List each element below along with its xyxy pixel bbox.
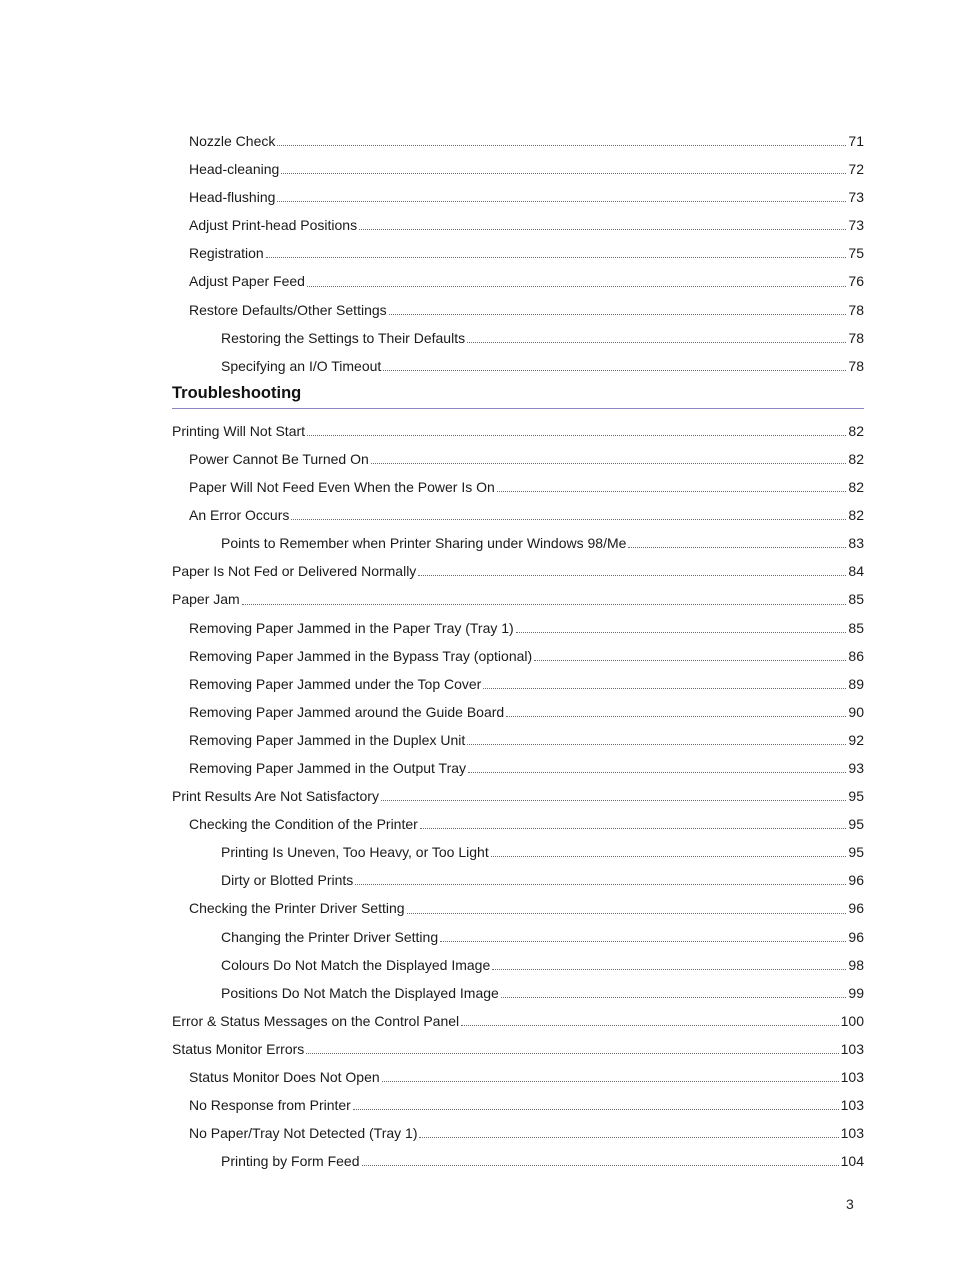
toc-dot-leader: [381, 800, 846, 801]
toc-entry-title: Printing Will Not Start: [172, 422, 306, 439]
toc-entry-title: Restoring the Settings to Their Defaults: [221, 329, 466, 346]
toc-entry[interactable]: [172, 445, 864, 473]
toc-entry-page: 103: [840, 1125, 864, 1142]
toc-entry-title: Error & Status Messages on the Control Panel: [172, 1012, 460, 1029]
toc-entry-page: 103: [840, 1097, 864, 1114]
toc-entry-page: 95: [848, 844, 864, 861]
toc-entry[interactable]: [172, 838, 864, 866]
toc-entry[interactable]: [172, 239, 864, 267]
toc-entry-page: 73: [848, 217, 864, 234]
toc-entry-page: 86: [848, 647, 864, 664]
toc-entry-title: Paper Jam: [172, 591, 240, 608]
toc-entry[interactable]: [172, 894, 864, 922]
toc-entry-title: Removing Paper Jammed under the Top Cover: [189, 675, 482, 692]
toc-dot-leader: [307, 286, 846, 287]
toc-entry-title: Removing Paper Jammed in the Duplex Unit: [189, 731, 466, 748]
toc-entry[interactable]: [172, 267, 864, 295]
section-heading: [172, 378, 864, 409]
toc-dot-leader: [467, 744, 846, 745]
toc-entry-page: 82: [848, 507, 864, 524]
section-heading-text: Troubleshooting: [172, 383, 302, 402]
toc-entry-page: 92: [848, 731, 864, 748]
toc-dot-leader: [291, 519, 846, 520]
toc-entry-title: Positions Do Not Match the Displayed Image: [221, 984, 499, 1001]
toc-entry-page: 95: [848, 788, 864, 805]
toc-entry-title: Head-cleaning: [189, 161, 280, 178]
toc-entry-page: 90: [848, 703, 864, 720]
toc-dot-leader: [266, 257, 847, 258]
toc-entry-title: Head-flushing: [189, 189, 276, 206]
toc-entry-page: 93: [848, 759, 864, 776]
toc-entry[interactable]: [172, 782, 864, 810]
toc-group-after: [172, 417, 864, 1176]
toc-entry[interactable]: [172, 1119, 864, 1147]
toc-entry[interactable]: [172, 1091, 864, 1119]
toc-entry-title: No Response from Printer: [189, 1097, 351, 1114]
toc-entry-title: Power Cannot Be Turned On: [189, 450, 369, 467]
toc-entry[interactable]: [172, 557, 864, 585]
toc-entry-title: Nozzle Check: [189, 133, 276, 149]
toc-dot-leader: [359, 229, 846, 230]
toc-dot-leader: [440, 941, 846, 942]
toc-dot-leader: [383, 370, 846, 371]
toc-entry[interactable]: [172, 296, 864, 324]
toc-entry[interactable]: [172, 473, 864, 501]
toc-entry-title: Changing the Printer Driver Setting: [221, 928, 439, 945]
page-number: 3: [846, 1196, 854, 1212]
toc-entry[interactable]: [172, 726, 864, 754]
toc-entry-page: 98: [848, 956, 864, 973]
toc-entry-title: Removing Paper Jammed in the Output Tray: [189, 759, 467, 776]
toc-dot-leader: [306, 1053, 838, 1054]
toc-entry-page: 99: [848, 984, 864, 1001]
toc-entry-page: 104: [840, 1153, 864, 1170]
toc-entry[interactable]: [172, 866, 864, 894]
toc-entry[interactable]: [172, 585, 864, 613]
toc-entry-title: Adjust Print-head Positions: [189, 217, 358, 234]
toc-dot-leader: [506, 716, 846, 717]
toc-entry-title: An Error Occurs: [189, 507, 290, 524]
toc-entry[interactable]: [172, 754, 864, 782]
toc-entry[interactable]: [172, 211, 864, 239]
toc-entry-page: 96: [848, 928, 864, 945]
toc-dot-leader: [353, 1109, 839, 1110]
toc-entry[interactable]: [172, 614, 864, 642]
toc-dot-leader: [420, 828, 847, 829]
toc-dot-leader: [242, 604, 847, 605]
toc-entry-page: 95: [848, 816, 864, 833]
toc-dot-leader: [277, 145, 846, 146]
toc-entry[interactable]: [172, 979, 864, 1007]
toc-entry[interactable]: [172, 670, 864, 698]
toc-dot-leader: [277, 201, 846, 202]
toc-dot-leader: [307, 435, 846, 436]
toc-entry-title: Paper Will Not Feed Even When the Power Is On: [189, 479, 495, 496]
toc-dot-leader: [534, 660, 846, 661]
table-of-contents: [172, 127, 864, 1175]
toc-entry-title: Restore Defaults/Other Settings: [189, 301, 387, 318]
toc-entry-title: Print Results Are Not Satisfactory: [172, 788, 379, 805]
toc-entry-title: Colours Do Not Match the Displayed Image: [221, 956, 491, 973]
toc-dot-leader: [491, 856, 847, 857]
toc-entry-title: Specifying an I/O Timeout: [221, 357, 382, 374]
toc-entry-title: No Paper/Tray Not Detected (Tray 1): [189, 1125, 418, 1142]
toc-entry-page: 82: [848, 479, 864, 496]
toc-entry-page: 84: [848, 563, 864, 580]
toc-entry-page: 78: [848, 357, 864, 374]
toc-entry-title: Removing Paper Jammed in the Paper Tray (Tray 1): [189, 619, 514, 636]
toc-entry-page: 103: [840, 1069, 864, 1085]
toc-entry-title: Removing Paper Jammed in the Bypass Tray (optional): [189, 647, 533, 664]
toc-entry-title: Adjust Paper Feed: [189, 273, 305, 290]
toc-entry-title: Printing by Form Feed: [221, 1153, 360, 1170]
toc-entry[interactable]: [172, 501, 864, 529]
toc-entry-title: Points to Remember when Printer Sharing under Windows 98/Me: [221, 535, 627, 552]
toc-entry-title: Status Monitor Errors: [172, 1040, 305, 1057]
toc-entry-page: 75: [848, 245, 864, 262]
toc-entry-title: Registration: [189, 245, 264, 262]
toc-dot-leader: [467, 342, 846, 343]
toc-entry-page: 100: [840, 1012, 864, 1029]
toc-entry-page: 78: [848, 329, 864, 346]
toc-entry-page: 85: [848, 619, 864, 636]
toc-entry-page: 103: [840, 1040, 864, 1057]
toc-entry-title: Status Monitor Does Not Open: [189, 1069, 380, 1085]
toc-entry-page: 78: [848, 301, 864, 318]
toc-dot-leader: [468, 772, 846, 773]
toc-entry[interactable]: [172, 155, 864, 183]
toc-entry-title: Printing Is Uneven, Too Heavy, or Too Light: [221, 844, 489, 861]
toc-entry[interactable]: [172, 810, 864, 838]
toc-entry[interactable]: [172, 352, 864, 380]
toc-entry[interactable]: [172, 951, 864, 979]
toc-entry-page: 73: [848, 189, 864, 206]
toc-entry-page: 72: [848, 161, 864, 178]
toc-dot-leader: [362, 1165, 839, 1166]
toc-dot-leader: [281, 173, 846, 174]
toc-dot-leader: [389, 314, 847, 315]
toc-entry-page: 76: [848, 273, 864, 290]
toc-entry-page: 82: [848, 450, 864, 467]
toc-entry-title: Paper Is Not Fed or Delivered Normally: [172, 563, 417, 580]
toc-entry[interactable]: [172, 642, 864, 670]
toc-dot-leader: [371, 463, 847, 464]
toc-dot-leader: [492, 969, 846, 970]
toc-dot-leader: [483, 688, 846, 689]
toc-entry-page: 71: [848, 133, 864, 149]
toc-entry[interactable]: [172, 1035, 864, 1063]
toc-entry-page: 83: [848, 535, 864, 552]
toc-entry-page: 96: [848, 900, 864, 917]
toc-entry-page: 89: [848, 675, 864, 692]
toc-entry-title: Removing Paper Jammed around the Guide Board: [189, 703, 505, 720]
toc-entry[interactable]: [172, 698, 864, 726]
toc-entry-page: 85: [848, 591, 864, 608]
toc-dot-leader: [516, 632, 847, 633]
toc-entry-page: 96: [848, 872, 864, 889]
toc-entry-title: Checking the Condition of the Printer: [189, 816, 418, 833]
toc-dot-leader: [501, 997, 847, 998]
toc-entry[interactable]: [172, 324, 864, 352]
toc-entry[interactable]: [172, 1063, 864, 1091]
toc-dot-leader: [461, 1025, 838, 1026]
toc-dot-leader: [497, 491, 847, 492]
toc-dot-leader: [355, 884, 846, 885]
toc-entry[interactable]: [172, 1007, 864, 1035]
toc-entry-title: Dirty or Blotted Prints: [221, 872, 354, 889]
toc-entry-title: Checking the Printer Driver Setting: [189, 900, 405, 917]
toc-entry[interactable]: [172, 529, 864, 557]
toc-entry[interactable]: [172, 183, 864, 211]
toc-dot-leader: [407, 913, 847, 914]
toc-dot-leader: [628, 547, 846, 548]
toc-entry-page: 82: [848, 422, 864, 439]
toc-dot-leader: [418, 575, 846, 576]
toc-entry[interactable]: [172, 923, 864, 951]
toc-entry[interactable]: [172, 417, 864, 445]
toc-dot-leader: [382, 1081, 839, 1082]
toc-entry[interactable]: [172, 127, 864, 155]
toc-group-before: [172, 127, 864, 380]
toc-entry[interactable]: [172, 1147, 864, 1175]
toc-dot-leader: [419, 1137, 838, 1138]
